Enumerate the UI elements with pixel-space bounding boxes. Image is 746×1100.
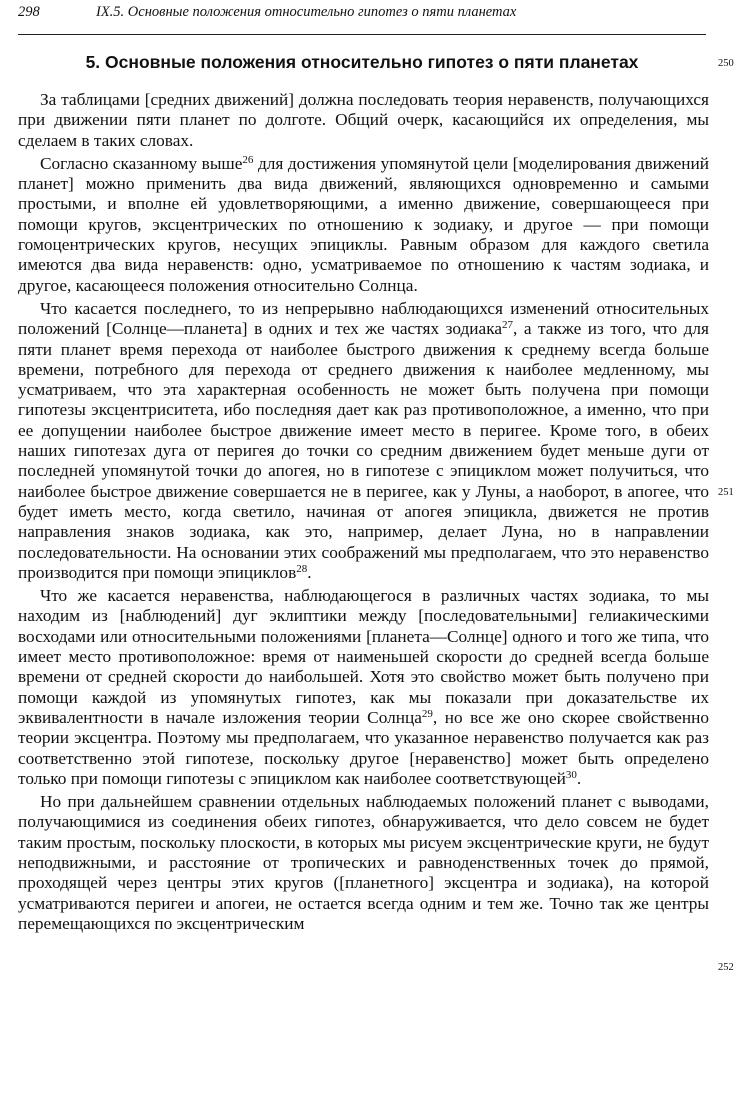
page-number: 298: [18, 4, 40, 20]
paragraph: Что касается последнего, то из непрерывно наблюдающихся изменений относительных положений [Солнце—планета] в одних и тех же частях зодиака$^{27}$, а также из того, что для пяти планет время перехода от наиболее быстрого движения к среднему всегда больше времени, потребного для перехода от среднего движения к наиболее медленному, мы усматриваем, что эта характерная особенность не может быть получена при помощи гипотезы эксцентриситета, ибо последняя дает как раз противоположное, а именно, что при ее допущении наиболее быстрое движение имеет место в перигее. Кроме того, в обеих наших гипотезах дуга от перигея до точки со средним движением будет меньше дуги от последней упомянутой точки до апогея, но в гипотезе с эпициклом может получиться, что наиболее быстрое движение совершается не в перигее, как у Луны, а наоборот, в апогее, что будет иметь место, когда светило, начиная от апогея эпицикла, движется не против направления знаков зодиака, как это, например, делает Луна, но в направлении последовательности. На основании этих соображений мы предполагаем, что это неравенство производится при помощи эпициклов$^{28}$.: [18, 298, 709, 582]
header-rule: [18, 34, 706, 35]
footnote-ref: 29: [421, 707, 433, 720]
running-header: [18, 4, 706, 21]
footnote-ref: 30: [565, 768, 577, 781]
paragraph: За таблицами [средних движений] должна последовать теория неравенств, получающихся при движении пяти планет по долготе. Общий очерк, касающийся их определения, мы сделаем в таких словах.: [18, 90, 709, 150]
footnote-ref: 28: [296, 562, 308, 575]
section-title: 5. Основные положения относительно гипотез о пяти планетах: [85, 52, 639, 72]
running-title: IX.5. Основные положения относительно гипотез о пяти планетах: [96, 4, 517, 20]
margin-number: 250: [718, 58, 734, 69]
footnote-ref: 27: [502, 319, 513, 332]
paragraph: Согласно сказанному выше$^{26}$ для достижения упомянутой цели [моделирования движений планет] можно применить два вида движений, являющихся одновременно и самыми простыми, и вполне ей удовлетворяющими, а именно движение, совершающееся при помощи кругов, эксцентрических по отношению к зодиаку, и другое — при помощи гомоцентрических кругов, несущих эпициклы. Равным образом для каждого светила имеются два вида неравенств: одно, усматриваемое по отношению к частям зодиака, и другое, касающееся положения относительно Солнца.: [18, 153, 709, 295]
body-text: [18, 90, 709, 937]
footnote-ref: 26: [242, 153, 254, 166]
paragraph: Что же касается неравенства, наблюдающегося в различных частях зодиака, то мы находим из [наблюдений] дуг эклиптики между [последовательными] гелиакическими восходами или относительными положениями [планета—Солнце] одного и того же типа, что имеет место противоположное: время от наименьшей скорости до средней всегда больше времени от средней скорости до наибольшей. Хотя это свойство может быть получено при помощи каждой из упомянутых гипотез, как мы показали при доказательстве их эквивалентности в начале изложения теории Солнца$^{29}$, но все же оно скорее свойственно теории эксцентра. Поэтому мы предполагаем, что указанное неравенство получается как раз соответственно этой гипотезе, поскольку другое [неравенство] может быть определено только при помощи гипотезы с эпициклом как наиболее соответствующей$^{30}$.: [18, 586, 709, 788]
margin-number: 251: [718, 487, 734, 498]
paragraph: Но при дальнейшем сравнении отдельных наблюдаемых положений планет с выводами, получающимися из соединения обеих гипотез, обнаруживается, что дело совсем не будет таким простым, поскольку плоскости, в которых мы рисуем эксцентрические круги, не будут неподвижными, и расстояние от тропических и равноденственных точек до прямой, проходящей через центры этих кругов ([планетного] эксцентра и зодиака), на которой усматриваются перигеи и апогеи, не остается всегда одним и тем же. Точно так же центры перемещающихся по эксцентрическим: [18, 792, 709, 933]
margin-number: 252: [718, 962, 734, 973]
